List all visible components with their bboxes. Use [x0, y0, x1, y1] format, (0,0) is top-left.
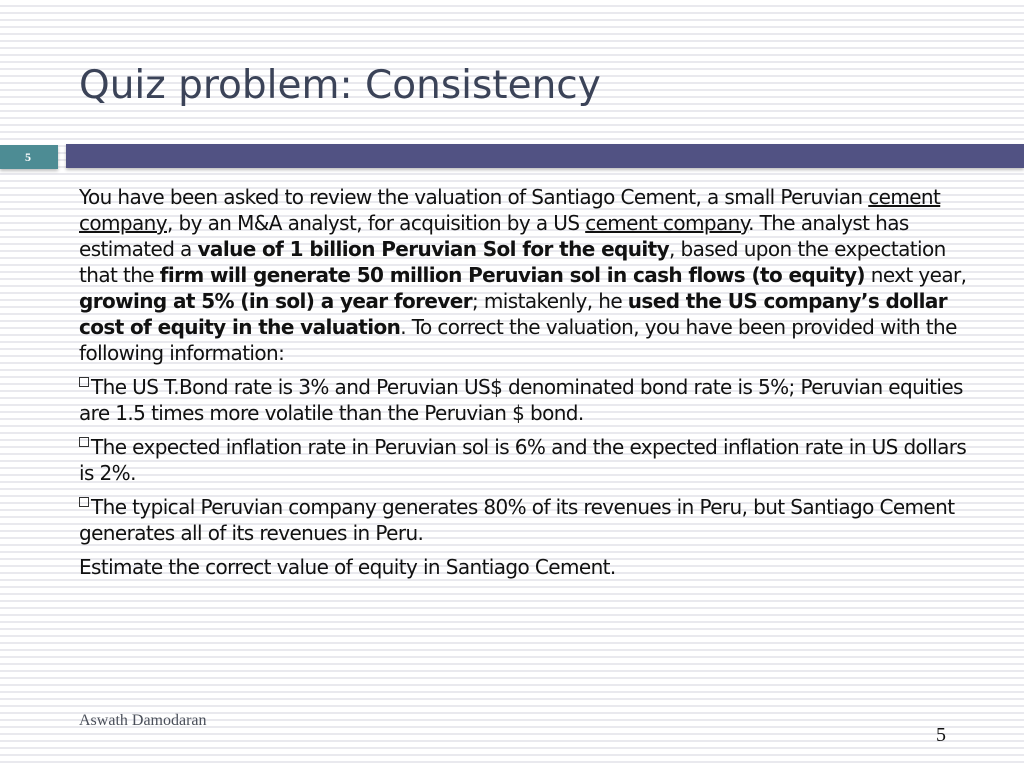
bullet-item [79, 374, 969, 426]
intro-text: ; mistakenly, he [472, 289, 628, 313]
intro-text: next year, [864, 263, 967, 287]
intro-text: . To correct the valuation, you have been provided with the following information: [79, 315, 957, 365]
square-bullet-icon [79, 377, 89, 387]
header-bar [66, 144, 1024, 168]
bullet-item [79, 434, 969, 486]
intro-text: You have been asked to review the valuation of Santiago Cement, a small Peruvian [79, 185, 869, 209]
intro-text: , based upon the expectation that the [79, 237, 946, 287]
cement-company-link[interactable]: cement company [79, 185, 941, 235]
slide-number-badge: 5 [0, 145, 58, 169]
intro-bold-text: used the US company’s dollar cost of equity in the valuation [79, 289, 948, 339]
bullet-item [79, 494, 969, 546]
square-bullet-icon [79, 497, 89, 507]
intro-bold-text: growing at 5% (in sol) a year forever [79, 289, 473, 313]
footer-author: Aswath Damodaran [79, 712, 207, 729]
slide-title: Quiz problem: Consistency [79, 63, 601, 108]
bullet-text: The US T.Bond rate is 3% and Peruvian US$ denominated bond rate is 5%; Peruvian equities are 1.5 times more volatile than the Peruvian $ bond. [79, 375, 963, 425]
intro-bold-text: value of 1 billion Peruvian Sol for the equity [197, 237, 670, 261]
intro-bold-text: firm will generate 50 million Peruvian sol in cash flows (to equity) [159, 263, 865, 287]
closing-paragraph: Estimate the correct value of equity in Santiago Cement. [79, 555, 616, 579]
slide-body [79, 184, 969, 588]
page-number: 5 [936, 724, 946, 746]
cement-company-link[interactable]: cement company [585, 211, 749, 235]
bullet-text: The expected inflation rate in Peruvian sol is 6% and the expected inflation rate in US dollars is 2%. [79, 435, 967, 485]
intro-text: , by an M&A analyst, for acquisition by a US [166, 211, 586, 235]
intro-text: . The analyst has estimated a [79, 211, 909, 261]
intro-paragraph [79, 184, 969, 366]
square-bullet-icon [79, 437, 89, 447]
bullet-text: The typical Peruvian company generates 80% of its revenues in Peru, but Santiago Cement generates all of its revenues in Peru. [79, 495, 955, 545]
